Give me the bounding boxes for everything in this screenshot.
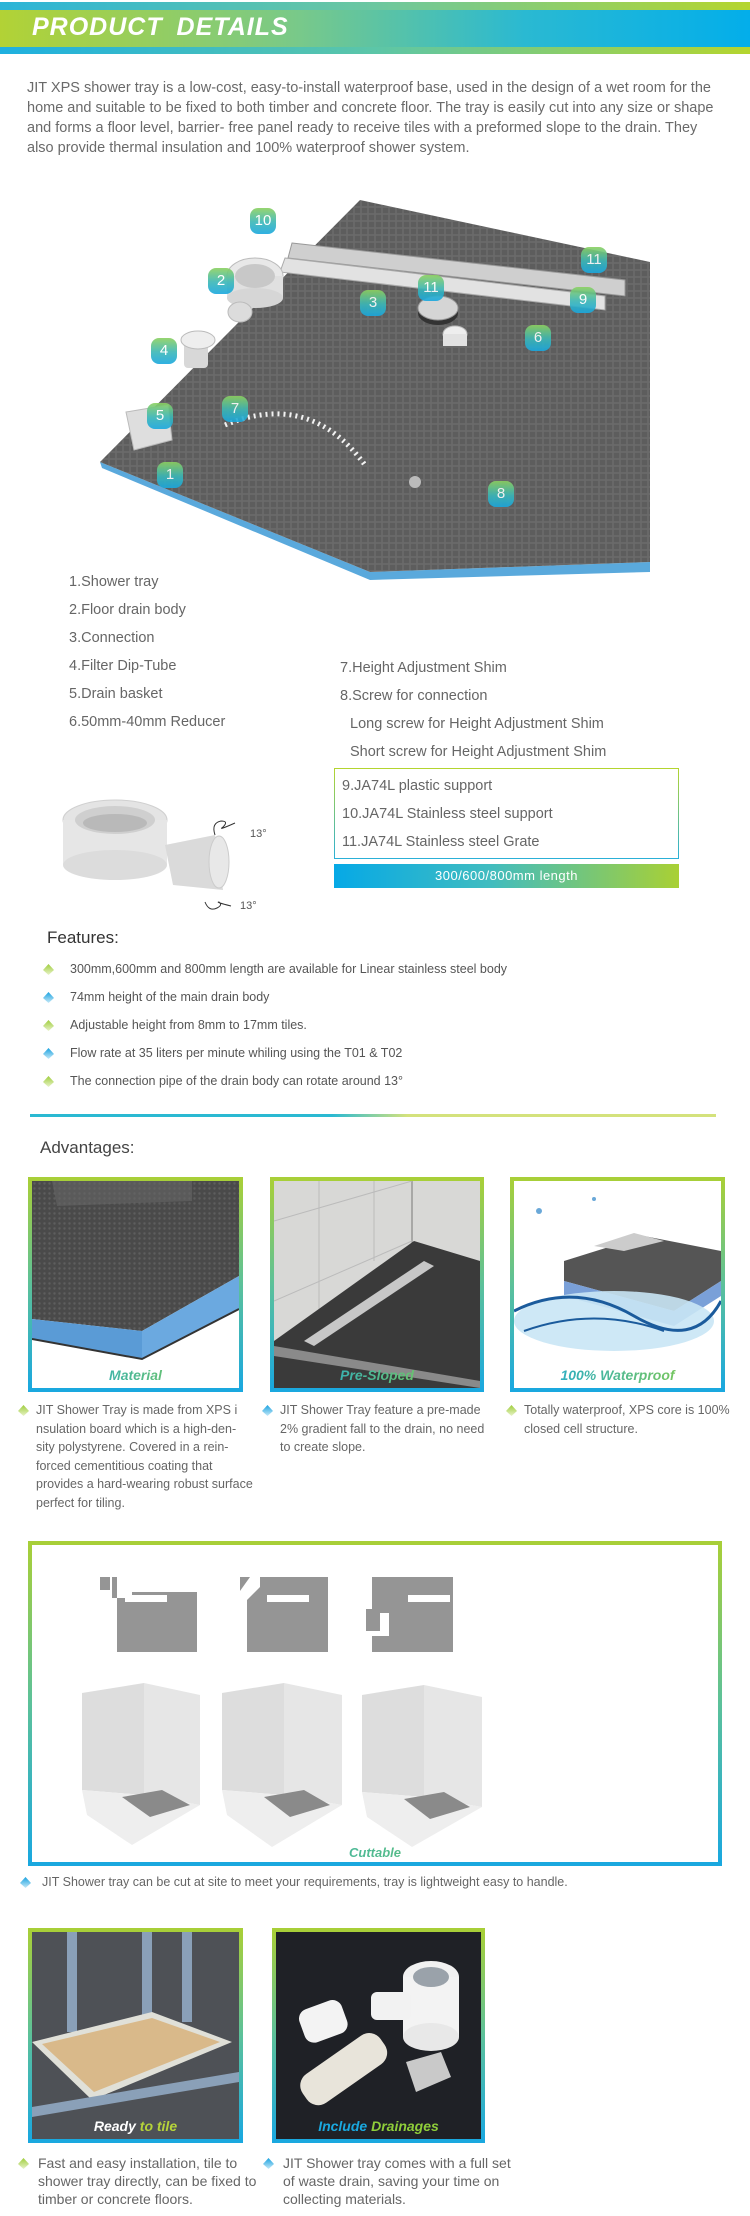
part-item: 7.Height Adjustment Shim xyxy=(340,660,507,676)
waterproof-photo xyxy=(514,1181,721,1388)
header-stripe-bottom xyxy=(0,47,750,54)
badge-2: 2 xyxy=(208,268,234,294)
green-diamond-bullet-icon xyxy=(18,2158,29,2169)
advantage-card-ready-to-tile xyxy=(28,1928,243,2143)
part-subitem: Short screw for Height Adjustment Shim xyxy=(350,744,607,760)
material-photo xyxy=(32,1181,239,1388)
card-caption: Pre-Sloped xyxy=(274,1367,480,1383)
part-item: 10.JA74L Stainless steel support xyxy=(342,806,553,822)
tray-exploded-diagram xyxy=(60,200,680,580)
blue-diamond-bullet-icon xyxy=(43,1048,54,1059)
badge-6: 6 xyxy=(525,325,551,351)
advantage-text-waterproof: Totally waterproof, XPS core is 100% closed cell structure. xyxy=(506,1401,746,1438)
feature-item: Flow rate at 35 liters per minute whiling using the T01 & T02 xyxy=(43,1039,507,1067)
badge-5: 5 xyxy=(147,403,173,429)
ready-to-tile-photo xyxy=(32,1932,239,2139)
advantage-text-cuttable: JIT Shower tray can be cut at site to meet your requirements, tray is lightweight easy to handle. xyxy=(20,1873,730,1892)
badge-3: 3 xyxy=(360,290,386,316)
intro-paragraph: JIT XPS shower tray is a low-cost, easy-to-install waterproof base, used in the design of a wet room for the home and suitable to be fixed to both timber and concrete floor. The tray is easily cut into any size or shape and forms a floor level, barrier- free panel ready to receive tiles with a preformed slope to the drain. They also provide thermal insulation and 100% waterproof shower system. xyxy=(27,80,714,156)
feature-item: The connection pipe of the drain body can rotate around 13° xyxy=(43,1067,507,1095)
part-item: 6.50mm-40mm Reducer xyxy=(69,714,226,730)
badge-11: 11 xyxy=(418,275,444,301)
features-list xyxy=(43,955,507,1095)
advantage-card-cuttable xyxy=(28,1541,722,1866)
blue-diamond-bullet-icon xyxy=(262,1405,273,1416)
card-caption: Material xyxy=(32,1367,239,1383)
presloped-photo xyxy=(274,1181,480,1388)
parts-list-left xyxy=(69,568,225,736)
badge-9: 9 xyxy=(570,287,596,313)
part-subitem: Long screw for Height Adjustment Shim xyxy=(350,716,604,732)
drain-rotation-figure xyxy=(55,790,285,920)
advantage-text-ready-to-tile: Fast and easy installation, tile to shower tray directly, can be fixed to timber or concrete floors. xyxy=(18,2154,258,2208)
badge-8: 8 xyxy=(488,481,514,507)
advantage-card-presloped xyxy=(270,1177,484,1392)
blue-diamond-bullet-icon xyxy=(263,2158,274,2169)
badge-4: 4 xyxy=(151,338,177,364)
part-item: 4.Filter Dip-Tube xyxy=(69,658,177,674)
badge-1: 1 xyxy=(157,462,183,488)
section-divider xyxy=(30,1114,716,1117)
part-item: 3.Connection xyxy=(69,630,155,646)
advantage-text-presloped: JIT Shower Tray feature a pre-made 2% gradient fall to the drain, no need to create slope. xyxy=(262,1401,497,1457)
green-diamond-bullet-icon xyxy=(506,1405,517,1416)
grate-parts-box xyxy=(334,768,679,859)
header-stripe-top xyxy=(0,2,750,10)
advantages-heading: Advantages: xyxy=(40,1138,135,1157)
advantage-card-include-drainages xyxy=(272,1928,485,2143)
part-item: 11.JA74L Stainless steel Grate xyxy=(342,834,540,850)
part-item: 2.Floor drain body xyxy=(69,602,186,618)
parts-list-right xyxy=(340,654,606,766)
card-caption: 100% Waterproof xyxy=(514,1367,721,1383)
feature-item: 74mm height of the main drain body xyxy=(43,983,507,1011)
feature-item: Adjustable height from 8mm to 17mm tiles. xyxy=(43,1011,507,1039)
card-caption: Cuttable xyxy=(32,1845,718,1860)
green-diamond-bullet-icon xyxy=(18,1405,29,1416)
advantage-card-material xyxy=(28,1177,243,1392)
card-caption: Ready to tile xyxy=(93,2118,178,2134)
angle-label-bottom: 13° xyxy=(240,900,257,912)
part-item: 9.JA74L plastic support xyxy=(342,778,493,794)
advantage-text-include-drainages: JIT Shower tray comes with a full set of waste drain, saving your time on collecting materials. xyxy=(263,2154,513,2208)
blue-diamond-bullet-icon xyxy=(43,992,54,1003)
cut-shapes-illustration xyxy=(32,1545,718,1862)
green-diamond-bullet-icon xyxy=(43,1020,54,1031)
part-item: 5.Drain basket xyxy=(69,686,163,702)
page-title: PRODUCT DETAILS xyxy=(32,13,289,41)
green-diamond-bullet-icon xyxy=(43,964,54,975)
card-caption: Include Drainages xyxy=(318,2118,439,2134)
advantage-text-material: JIT Shower Tray is made from XPS i nsulation board which is a high-den-sity polystyrene. Covered in a rein-forced cementitious coating that provides a hard-wearing robust surface perfect for tiling. xyxy=(18,1401,253,1512)
part-item: 8.Screw for connection xyxy=(340,688,488,704)
angle-label-top: 13° xyxy=(250,828,267,840)
part-item: 1.Shower tray xyxy=(69,574,159,590)
blue-diamond-bullet-icon xyxy=(20,1877,31,1888)
badge-11b: 11 xyxy=(581,247,607,273)
badge-10: 10 xyxy=(250,208,276,234)
advantage-card-waterproof xyxy=(510,1177,725,1392)
drainage-kit-photo xyxy=(276,1932,481,2139)
features-heading: Features: xyxy=(47,928,119,947)
length-options-bar: 300/600/800mm length xyxy=(334,864,679,888)
green-diamond-bullet-icon xyxy=(43,1076,54,1087)
badge-7: 7 xyxy=(222,396,248,422)
feature-item: 300mm,600mm and 800mm length are available for Linear stainless steel body xyxy=(43,955,507,983)
